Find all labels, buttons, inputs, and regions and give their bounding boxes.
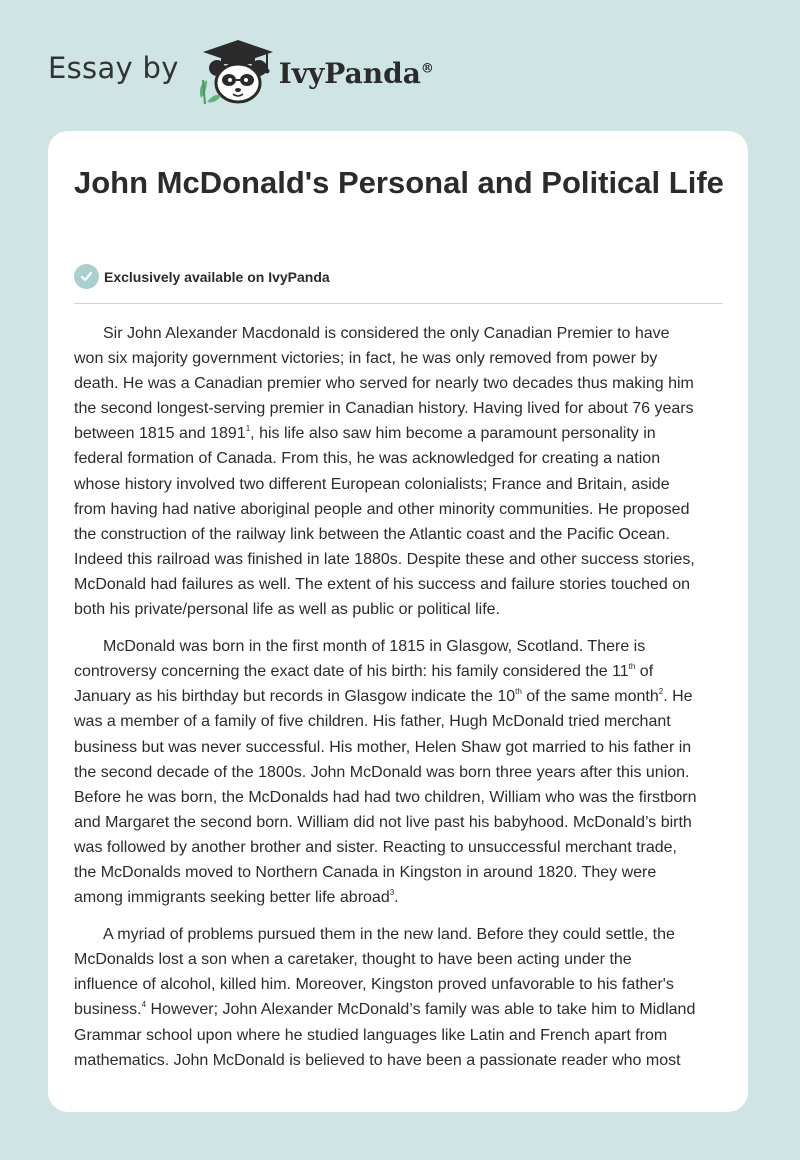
- essay-by-label: Essay by: [48, 51, 179, 85]
- page-title: John McDonald's Personal and Political Life: [74, 165, 724, 200]
- paragraph-3: A myriad of problems pursued them in the new land. Before they could settle, the McDonalds lost a son when a caretaker, thought to have been acting under the influence of alcohol, killed him. Moreover, Kingston proved unfavorable to his father's business.$^4$ However; John Alexander McDonald’s family was able to take him to Midland Grammar school upon where he studied languages like Latin and French apart from mathematics. John McDonald is believed to have been a passionate reader who most: [74, 926, 696, 1069]
- brand-name[interactable]: IvyPanda®: [278, 56, 434, 90]
- essay-body: [74, 321, 724, 1085]
- footnote-ref[interactable]: 3: [389, 888, 395, 898]
- footnote-ref[interactable]: 2: [658, 687, 664, 697]
- paragraph-2: McDonald was born in the first month of 1815 in Glasgow, Scotland. There is controversy concerning the exact date of his birth: his family considered the 11th of January as his birthday but records in Glasgow indicate the 10th of the same month$^2$. He was a member of a family of five children. His father, Hugh McDonald tried merchant business but was never successful. His mother, Helen Shaw got married to his father in the second decade of the 1800s. John McDonald was born three years after this union. Before he was born, the McDonalds had had two children, William who was the firstborn and Margaret the second born. William did not live past his babyhood. McDonald’s birth was followed by another brother and sister. Reacting to unsuccessful merchant trade, the McDonalds moved to Northern Canada in Kingston in around 1820. They were among immigrants seeking better life abroad$^3$.: [74, 638, 697, 907]
- badge-label: Exclusively available on IvyPanda: [104, 268, 330, 285]
- divider: [74, 303, 723, 304]
- footnote-ref[interactable]: 1: [245, 424, 251, 434]
- panda-logo-icon[interactable]: [193, 36, 283, 106]
- essay-card: [48, 131, 748, 1112]
- footnote-ref[interactable]: 4: [141, 1000, 147, 1010]
- exclusive-badge: [74, 264, 330, 289]
- site-header: [48, 36, 434, 106]
- checkmark-icon: [74, 264, 99, 289]
- paragraph-1: Sir John Alexander Macdonald is considered the only Canadian Premier to have won six majority government victories; in fact, he was only removed from power by death. He was a Canadian premier who served for nearly two decades thus making him the second longest-serving premier in Canadian history. Having lived for about 76 years between 1815 and 1891$^1$, his life also saw him become a paramount personality in federal formation of Canada. From this, he was acknowledged for creating a nation whose history involved two different European colonialists; France and Britain, aside from having had native aboriginal people and other minority communities. He proposed the construction of the railway link between the Atlantic coast and the Pacific Ocean. Indeed this railroad was finished in late 1880s. Despite these and other success stories, McDonald had failures as well. The extent of his success and failure stories touched on both his private/personal life as well as public or political life.: [74, 325, 695, 619]
